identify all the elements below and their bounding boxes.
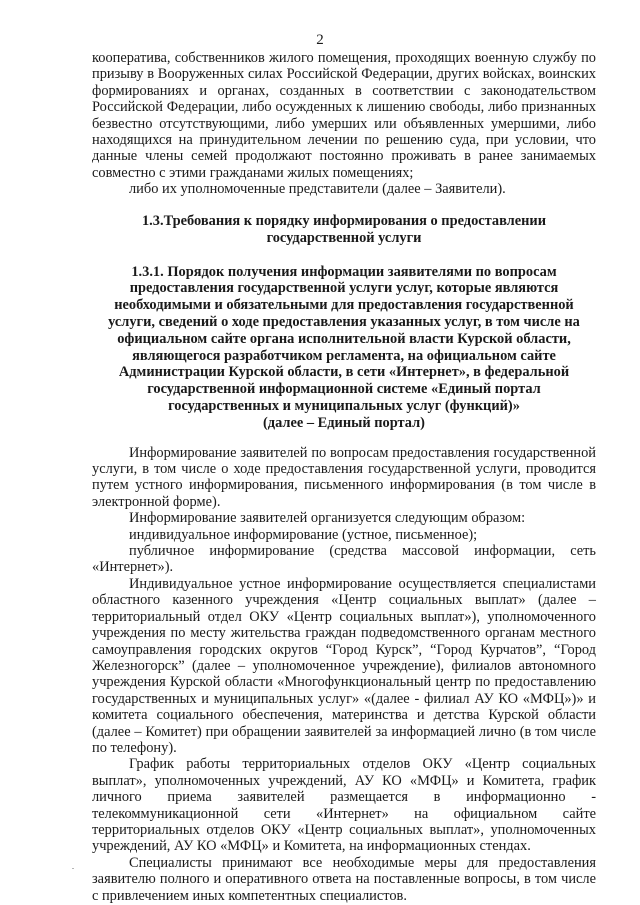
page-content — [92, 50, 596, 904]
section-heading: 1.3.Требования к порядку информирования о предоставлении государственной услуги — [141, 212, 547, 246]
paragraph-oral-informing: Индивидуальное устное информирование осуществляется специалистами областного казенного учреждения «Центр социальных выплат» (далее – территориальный отдел ОКУ «Центр социальных выплат»), уполномоченного учреждения по месту жительства граждан подведомственного органам местного самоуправления городских округов “Город Курск”, “Город Курчатов”, “Город Железногорск” (далее – уполномоченное учреждение), филиалов автономного учреждения Курской области «Многофункциональный центр по предоставлению государственных и муниципальных услуг» «(далее - филиал АУ КО «МФЦ»)» и комитета социального обеспечения, материнства и детства Курской области (далее – Комитет) при обращении заявителей за информацией лично (в том числе по телефону). — [92, 575, 596, 756]
paragraph-public: публичное информирование (средства массовой информации, сеть «Интернет»). — [92, 543, 596, 576]
subsection-title: 1.3.1. Порядок получения информации заявителями по вопросам предоставления государственной услуги услуг, которые являются необходимыми и обязательными для предоставления государственной услуги, сведений о ходе предоставления указанных услуг, в том числе на официальном сайте органа исполнительной власти Курской области, являющегося разработчиком регламента, на официальном сайте Администрации Курской области, в сети «Интернет», в федеральной государственной информационной системе «Единый портал государственных и муниципальных услуг (функций)» — [108, 263, 580, 415]
subsection-heading — [92, 264, 596, 432]
page-number: 2 — [316, 32, 324, 48]
scan-speck — [72, 868, 74, 869]
subsection-title-tail: (далее – Единый портал) — [263, 414, 425, 431]
paragraph-organization: Информирование заявителей организуется следующим образом: — [129, 510, 526, 527]
paragraph-informing: Информирование заявителей по вопросам предоставления государственной услуги, в том числе о ходе предоставления государственной услуги, проводится путем устного информирования, письменного информирования (в том числе в электронной форме). — [92, 444, 596, 510]
paragraph-specialists: Специалисты принимают все необходимые меры для предоставления заявителю полного и оперативного ответа на поставленные вопросы, в том числе с привлечением иных компетентных специалистов. — [92, 854, 596, 904]
intro-continuation: кооператива, собственников жилого помещения, проходящих военную службу по призыву в Вооруженных силах Российской Федерации, других войсках, воинских формированиях и органах, созданных в соответствии с законодательством Российской Федерации, либо осужденных к лишению свободы, либо признанных безвестно отсутствующими, либо умерших или объявленных умершими, либо находящихся на принудительном лечении по решению суда, при условии, что данные члены семей продолжают постоянно проживать в ранее занимаемых совместно с этими гражданами жилых помещениях; — [92, 50, 596, 181]
intro-representatives: либо их уполномоченные представители (далее – Заявители). — [129, 181, 506, 198]
paragraph-schedule: График работы территориальных отделов ОКУ «Центр социальных выплат», уполномоченных учреждений, АУ КО «МФЦ» и Комитета, график личного приема заявителей размещается в информационно - телекоммуникационной сети «Интернет» на официальном сайте территориальных отделов ОКУ «Центр социальных выплат», уполномоченных учреждений, АУ КО «МФЦ» и Комитета, на информационных стендах. — [92, 756, 596, 855]
paragraph-individual: индивидуальное информирование (устное, письменное); — [129, 526, 478, 543]
spacer — [92, 432, 596, 445]
